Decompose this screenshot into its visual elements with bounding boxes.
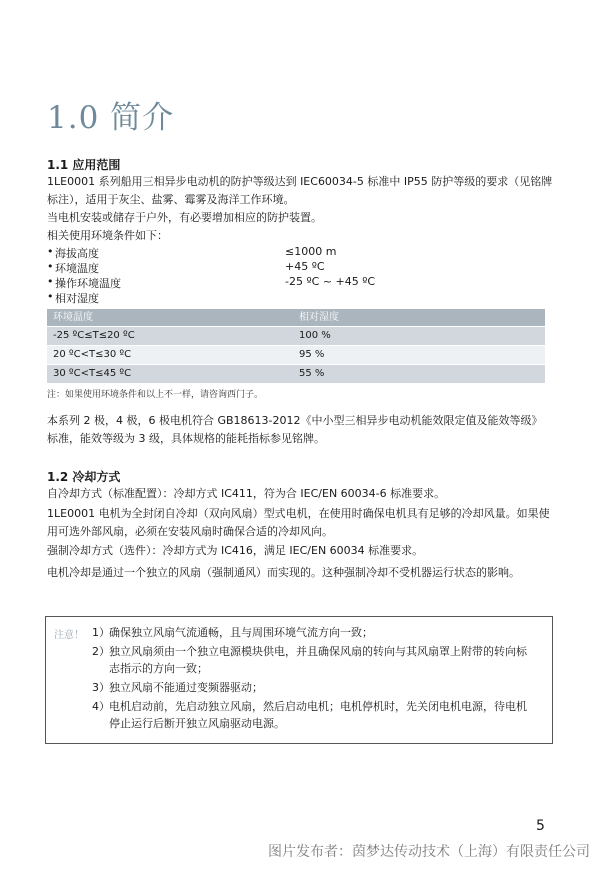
table-header-row	[47, 309, 545, 326]
page-number: 5	[536, 818, 545, 834]
notice-item-text: 独立风扇不能通过变频器驱动；	[109, 681, 263, 694]
condition-row	[47, 290, 367, 305]
paragraph-forced-cooling: 强制冷却方式（选件）：冷却方式为 IC416，满足 IEC/EN 60034 标准要求。	[47, 544, 424, 557]
table-header-cell: 相对湿度	[299, 312, 339, 323]
table-cell: 95 %	[299, 349, 325, 360]
section-heading-application: 1.1 应用范围	[47, 158, 121, 172]
publisher-watermark: 图片发布者：茵梦达传动技术（上海）有限责任公司	[268, 844, 590, 860]
table-header-cell: 环境温度	[53, 312, 93, 323]
notice-label: 注意！	[54, 630, 84, 641]
condition-label: 操作环境温度	[55, 277, 121, 290]
notice-item	[92, 643, 532, 677]
section-heading-cooling: 1.2 冷却方式	[47, 470, 121, 484]
table-note: 注：如果使用环境条件和以上不一样，请咨询西门子。	[47, 390, 264, 400]
table-cell: -25 ºC≤T≤20 ºC	[53, 330, 135, 341]
condition-row	[47, 275, 376, 290]
paragraph-fan-description: 1LE0001 电机为全封闭自冷却（双向风扇）型式电机，在使用时确保电机具有足够的冷却风量。如果使用可选外部风扇，必须在安装风扇时确保合适的冷却风向。	[47, 507, 550, 538]
condition-label: 海拔高度	[55, 247, 99, 260]
notice-item-text: 独立风扇须由一个独立电源模块供电，并且确保风扇的转向与其风扇罩上附带的转向标志指示的方向一致；	[109, 645, 527, 675]
paragraph-protection: 1LE0001 系列船用三相异步电动机的防护等级达到 IEC60034-5 标准中 IP55 防护等级的要求（见铭牌标注），适用于灰尘、盐雾、霉雾及海洋工作环境。	[47, 175, 553, 206]
chapter-title: 1.0 简介	[47, 100, 175, 136]
table-row	[47, 326, 545, 345]
table-row	[47, 364, 545, 383]
notice-item	[92, 698, 532, 732]
table-cell: 30 ºC<T≤45 ºC	[53, 368, 132, 379]
notice-item	[92, 624, 532, 641]
condition-label: 环境温度	[55, 262, 99, 275]
condition-value: +45 ºC	[285, 260, 325, 273]
table-row	[47, 345, 545, 364]
humidity-table	[47, 309, 545, 383]
table-cell: 55 %	[299, 368, 325, 379]
condition-row	[47, 245, 367, 260]
table-cell: 100 %	[299, 330, 331, 341]
bullet-icon: •	[47, 245, 54, 258]
notice-item-number: 3）	[92, 681, 110, 694]
condition-label: 相对湿度	[55, 292, 99, 305]
bullet-icon: •	[47, 290, 54, 303]
notice-item-text: 确保独立风扇气流通畅，且与周围环境气流方向一致；	[109, 626, 373, 639]
bullet-icon: •	[47, 260, 54, 273]
condition-value: -25 ºC ~ +45 ºC	[285, 275, 376, 288]
paragraph-conditions-intro: 相关使用环境条件如下：	[47, 229, 168, 242]
condition-value: ≤1000 m	[285, 245, 337, 258]
table-cell: 20 ºC<T≤30 ºC	[53, 349, 132, 360]
paragraph-forced-fan: 电机冷却是通过一个独立的风扇（强制通风）而实现的。这种强制冷却不受机器运行状态的影响。	[47, 566, 520, 579]
paragraph-efficiency: 本系列 2 极，4 极，6 极电机符合 GB18613-2012《中小型三相异步电动机能效限定值及能效等级》标准，能效等级为 3 级，具体规格的能耗指标参见铭牌。	[47, 414, 543, 445]
paragraph-self-cooling: 自冷却方式（标准配置）：冷却方式 IC411，符为合 IEC/EN 60034-6 标准要求。	[47, 487, 446, 500]
notice-item	[92, 679, 532, 696]
notice-item-text: 电机启动前，先启动独立风扇，然后启动电机；电机停机时，先关闭电机电源，待电机停止运行后断开独立风扇驱动电源。	[109, 700, 527, 730]
condition-row	[47, 260, 367, 275]
notice-item-number: 4）	[92, 700, 110, 713]
notice-item-number: 2）	[92, 645, 110, 658]
notice-item-number: 1）	[92, 626, 110, 639]
notice-box	[45, 616, 553, 744]
paragraph-outdoor: 当电机安装或储存于户外，有必要增加相应的防护装置。	[47, 211, 322, 224]
bullet-icon: •	[47, 275, 54, 288]
